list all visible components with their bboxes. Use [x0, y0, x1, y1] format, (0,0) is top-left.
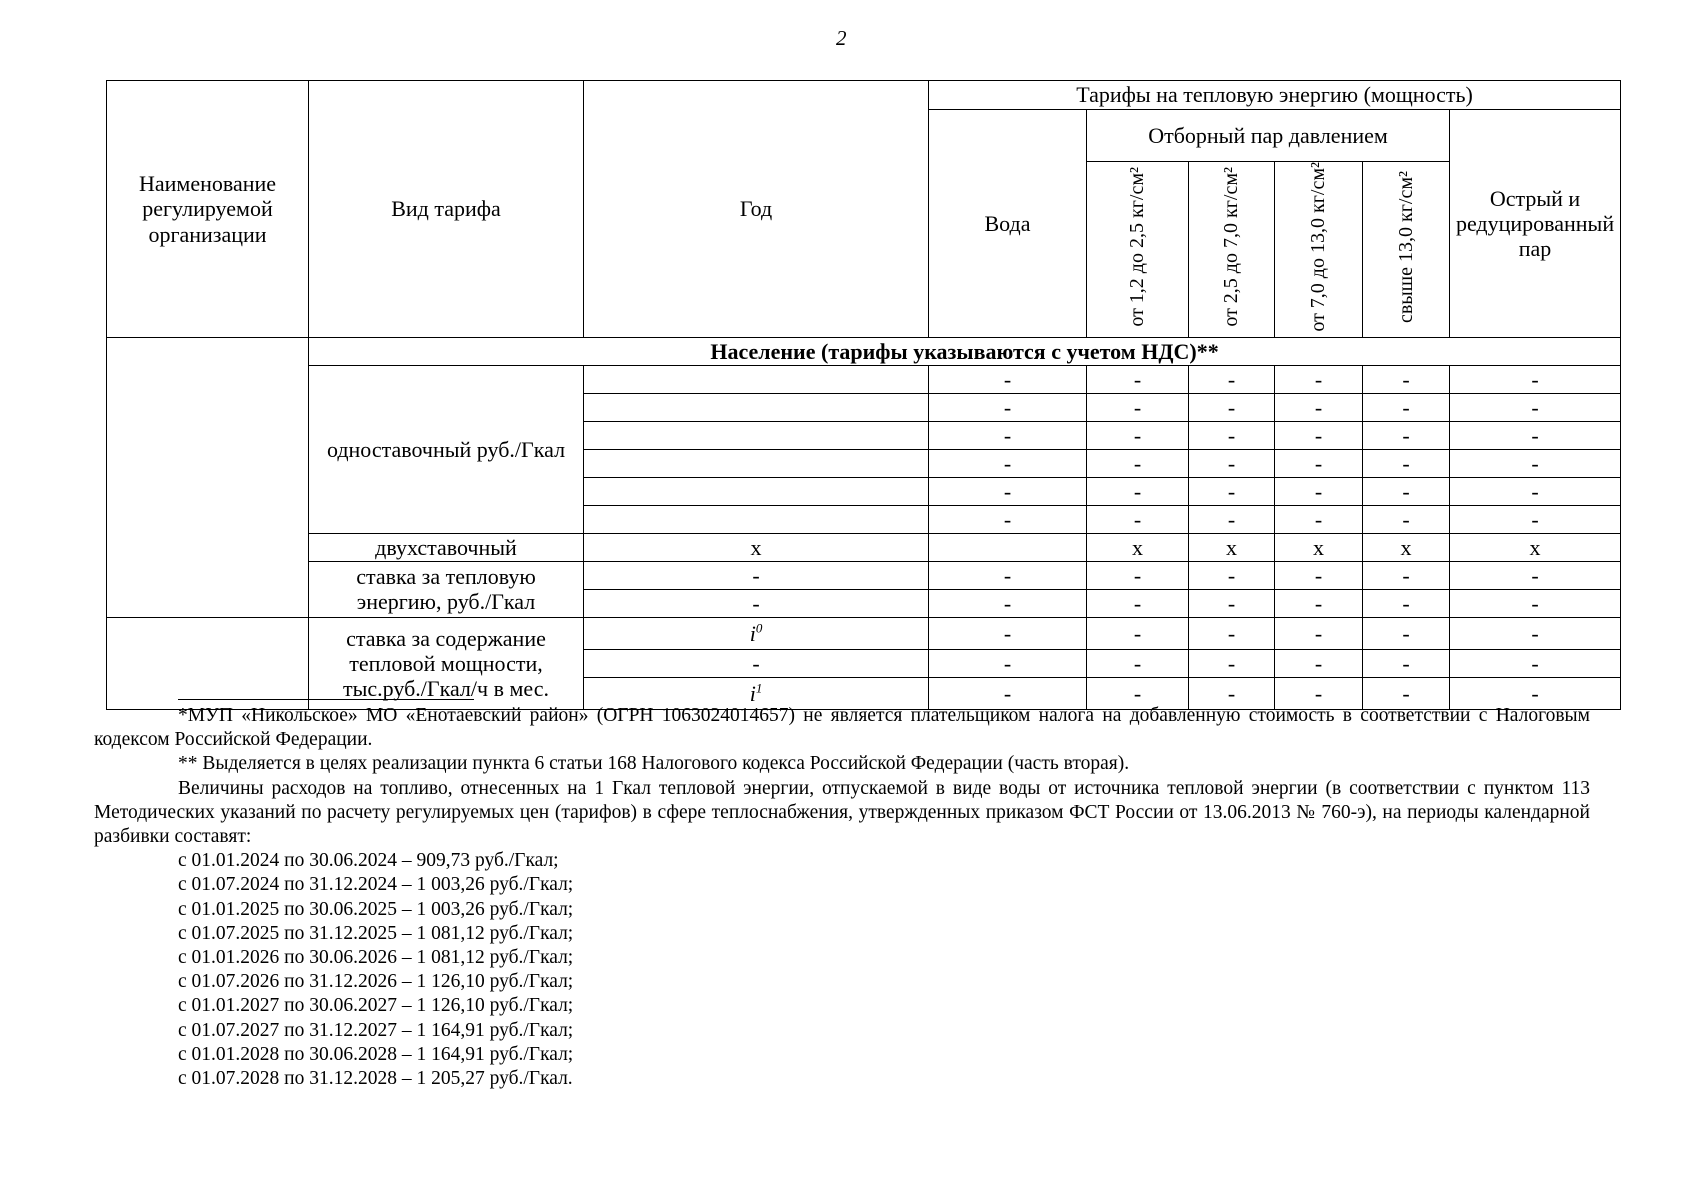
- header-steam-group: Отборный пар давлением: [1087, 110, 1450, 162]
- note-fuel-costs: Величины расходов на топливо, отнесенных на 1 Гкал тепловой энергии, отпускаемой в виде воды от источника тепловой энергии (в соответствии с пунктом 113 Методических указаний по расчету регулируемых цен (тарифов) в сфере теплоснабжения, утвержденных приказом ФСТ России от 13.06.2013 № 760-э), на периоды календарной разбивки составят:: [94, 777, 1590, 848]
- header-steam-col-1-text: от 1,2 до 2,5 кг/см²: [1126, 167, 1149, 327]
- dash-cell: -: [1275, 449, 1363, 477]
- cross-cell: х: [1275, 533, 1363, 561]
- year-cell: [584, 505, 929, 533]
- dash-cell: -: [1087, 677, 1189, 709]
- page-number: 2: [836, 26, 847, 50]
- dash-cell: -: [1087, 617, 1189, 649]
- dash-cell: -: [929, 617, 1087, 649]
- i-letter: i: [749, 680, 756, 706]
- dash-cell: -: [1363, 649, 1450, 677]
- period-item: с 01.01.2024 по 30.06.2024 – 909,73 руб./Гкал;: [178, 850, 559, 872]
- dash-cell: -: [1450, 393, 1621, 421]
- header-steam-col-4-text: свыше 13,0 кг/см²: [1394, 170, 1417, 323]
- dash-cell: -: [1275, 617, 1363, 649]
- period-item: с 01.01.2027 по 30.06.2027 – 1 126,10 руб./Гкал;: [178, 995, 574, 1017]
- dash-cell: -: [1450, 561, 1621, 589]
- header-water: Вода: [929, 110, 1087, 338]
- year-cell: [584, 449, 929, 477]
- header-tariff-type: Вид тарифа: [309, 81, 584, 338]
- i-symbol: [750, 681, 763, 706]
- label-single-rate: одноставочный руб./Гкал: [309, 365, 584, 533]
- period-item: с 01.07.2027 по 31.12.2027 – 1 164,91 руб./Гкал;: [178, 1019, 574, 1041]
- dash-cell: -: [1363, 477, 1450, 505]
- label-two-rate: двухставочный: [309, 533, 584, 561]
- table-row: [107, 365, 1621, 393]
- dash-cell: -: [1363, 617, 1450, 649]
- dash-cell: -: [1450, 505, 1621, 533]
- dash-cell: -: [1275, 649, 1363, 677]
- dash-cell: -: [1450, 421, 1621, 449]
- header-sharp-steam: Острый и редуцированный пар: [1450, 110, 1621, 338]
- dash-cell: -: [1275, 365, 1363, 393]
- dash-cell: -: [929, 589, 1087, 617]
- table-row: [107, 561, 1621, 589]
- footnotes: [94, 704, 1590, 1091]
- dash-cell: -: [1189, 561, 1275, 589]
- org-cell-1: [107, 337, 309, 617]
- header-steam-col-1: [1087, 162, 1189, 338]
- dash-cell: -: [1189, 477, 1275, 505]
- dash-cell: -: [1087, 393, 1189, 421]
- dash-cell: -: [1189, 677, 1275, 709]
- dash-cell: -: [1363, 505, 1450, 533]
- dash-cell: -: [1189, 421, 1275, 449]
- dash-cell: -: [1189, 649, 1275, 677]
- dash-cell: -: [1450, 365, 1621, 393]
- note-vat-allocation: ** Выделяется в целях реализации пункта 6 статьи 168 Налогового кодекса Российской Федерации (часть вторая).: [178, 753, 1130, 775]
- dash-cell: -: [929, 477, 1087, 505]
- note-vat-exempt: *МУП «Никольское» МО «Енотаевский район» (ОГРН 1063024014657) не является плательщиком налога на добавленную стоимость в соответствии с Налоговым кодексом Российской Федерации.: [94, 705, 1590, 751]
- label-capacity-rate: ставка за содержание тепловой мощности, тыс.руб./Гкал/ч в мес.: [309, 617, 584, 709]
- tariff-table: [106, 80, 1621, 710]
- dash-cell: -: [1189, 393, 1275, 421]
- dash-cell: -: [1363, 393, 1450, 421]
- dash-cell: -: [1189, 617, 1275, 649]
- dash-cell: -: [929, 649, 1087, 677]
- dash-cell: -: [1087, 477, 1189, 505]
- dash-cell: -: [1087, 421, 1189, 449]
- period-item: с 01.07.2026 по 31.12.2026 – 1 126,10 руб./Гкал;: [178, 971, 574, 993]
- i-superscript: 0: [755, 620, 763, 636]
- org-cell-2: [107, 617, 309, 709]
- dash-cell: -: [1363, 677, 1450, 709]
- cross-cell: х: [1189, 533, 1275, 561]
- dash-cell: -: [1189, 589, 1275, 617]
- cross-cell: х: [1087, 533, 1189, 561]
- dash-cell: -: [1363, 365, 1450, 393]
- dash-cell: -: [584, 649, 929, 677]
- dash-cell: -: [1087, 649, 1189, 677]
- cross-cell: х: [1450, 533, 1621, 561]
- header-org: Наименование регулируемой организации: [107, 81, 309, 338]
- year-cell: [584, 477, 929, 505]
- dash-cell: -: [1450, 677, 1621, 709]
- dash-cell: -: [929, 421, 1087, 449]
- dash-cell: -: [1363, 421, 1450, 449]
- period-item: с 01.07.2024 по 31.12.2024 – 1 003,26 руб./Гкал;: [178, 874, 574, 896]
- dash-cell: -: [929, 365, 1087, 393]
- dash-cell: -: [1189, 365, 1275, 393]
- dash-cell: -: [929, 561, 1087, 589]
- dash-cell: -: [584, 561, 929, 589]
- footnote-separator: [178, 699, 474, 700]
- dash-cell: -: [1275, 677, 1363, 709]
- header-steam-col-2-text: от 2,5 до 7,0 кг/см²: [1220, 167, 1243, 327]
- dash-cell: -: [929, 393, 1087, 421]
- dash-cell: -: [1363, 589, 1450, 617]
- dash-cell: -: [1189, 505, 1275, 533]
- dash-cell: -: [1189, 449, 1275, 477]
- dash-cell: -: [1363, 449, 1450, 477]
- year-i0-cell: [584, 617, 929, 649]
- header-year: Год: [584, 81, 929, 338]
- i-symbol: [750, 621, 763, 646]
- dash-cell: -: [1450, 477, 1621, 505]
- dash-cell: -: [1275, 589, 1363, 617]
- header-steam-col-3: [1275, 162, 1363, 338]
- dash-cell: -: [1275, 421, 1363, 449]
- table-row: [107, 533, 1621, 561]
- dash-cell: -: [929, 505, 1087, 533]
- period-item: с 01.07.2025 по 31.12.2025 – 1 081,12 руб./Гкал;: [178, 922, 574, 944]
- dash-cell: -: [1087, 505, 1189, 533]
- header-tariffs-group: Тарифы на тепловую энергию (мощность): [929, 81, 1621, 110]
- dash-cell: -: [1450, 589, 1621, 617]
- dash-cell: -: [1450, 617, 1621, 649]
- year-cell: [584, 421, 929, 449]
- period-item: с 01.01.2028 по 30.06.2028 – 1 164,91 руб./Гкал;: [178, 1043, 574, 1065]
- cross-cell: х: [584, 533, 929, 561]
- dash-cell: -: [1450, 649, 1621, 677]
- dash-cell: -: [1363, 561, 1450, 589]
- period-list: [94, 849, 1590, 1091]
- period-item: с 01.01.2025 по 30.06.2025 – 1 003,26 руб./Гкал;: [178, 898, 574, 920]
- dash-cell: -: [929, 677, 1087, 709]
- year-cell: [584, 365, 929, 393]
- header-steam-col-2: [1189, 162, 1275, 338]
- year-cell: [584, 393, 929, 421]
- cross-cell: х: [1363, 533, 1450, 561]
- dash-cell: -: [1275, 505, 1363, 533]
- dash-cell: -: [1275, 561, 1363, 589]
- label-energy-rate: ставка за тепловую энергию, руб./Гкал: [309, 561, 584, 617]
- i-superscript: 1: [755, 680, 763, 696]
- header-steam-col-3-text: от 7,0 до 13,0 кг/см²: [1307, 162, 1330, 332]
- dash-cell: -: [1087, 449, 1189, 477]
- water-cell-empty: [929, 533, 1087, 561]
- dash-cell: -: [584, 589, 929, 617]
- dash-cell: -: [1087, 561, 1189, 589]
- table-row: [107, 617, 1621, 649]
- dash-cell: -: [1450, 449, 1621, 477]
- dash-cell: -: [1275, 393, 1363, 421]
- dash-cell: -: [1275, 477, 1363, 505]
- dash-cell: -: [1087, 365, 1189, 393]
- section-title: Население (тарифы указываются с учетом НДС)**: [309, 337, 1621, 365]
- period-item: с 01.01.2026 по 30.06.2026 – 1 081,12 руб./Гкал;: [178, 947, 574, 969]
- dash-cell: -: [1087, 589, 1189, 617]
- dash-cell: -: [929, 449, 1087, 477]
- i-letter: i: [749, 620, 756, 646]
- period-item: с 01.07.2028 по 31.12.2028 – 1 205,27 руб./Гкал.: [178, 1068, 573, 1090]
- header-steam-col-4: [1363, 162, 1450, 338]
